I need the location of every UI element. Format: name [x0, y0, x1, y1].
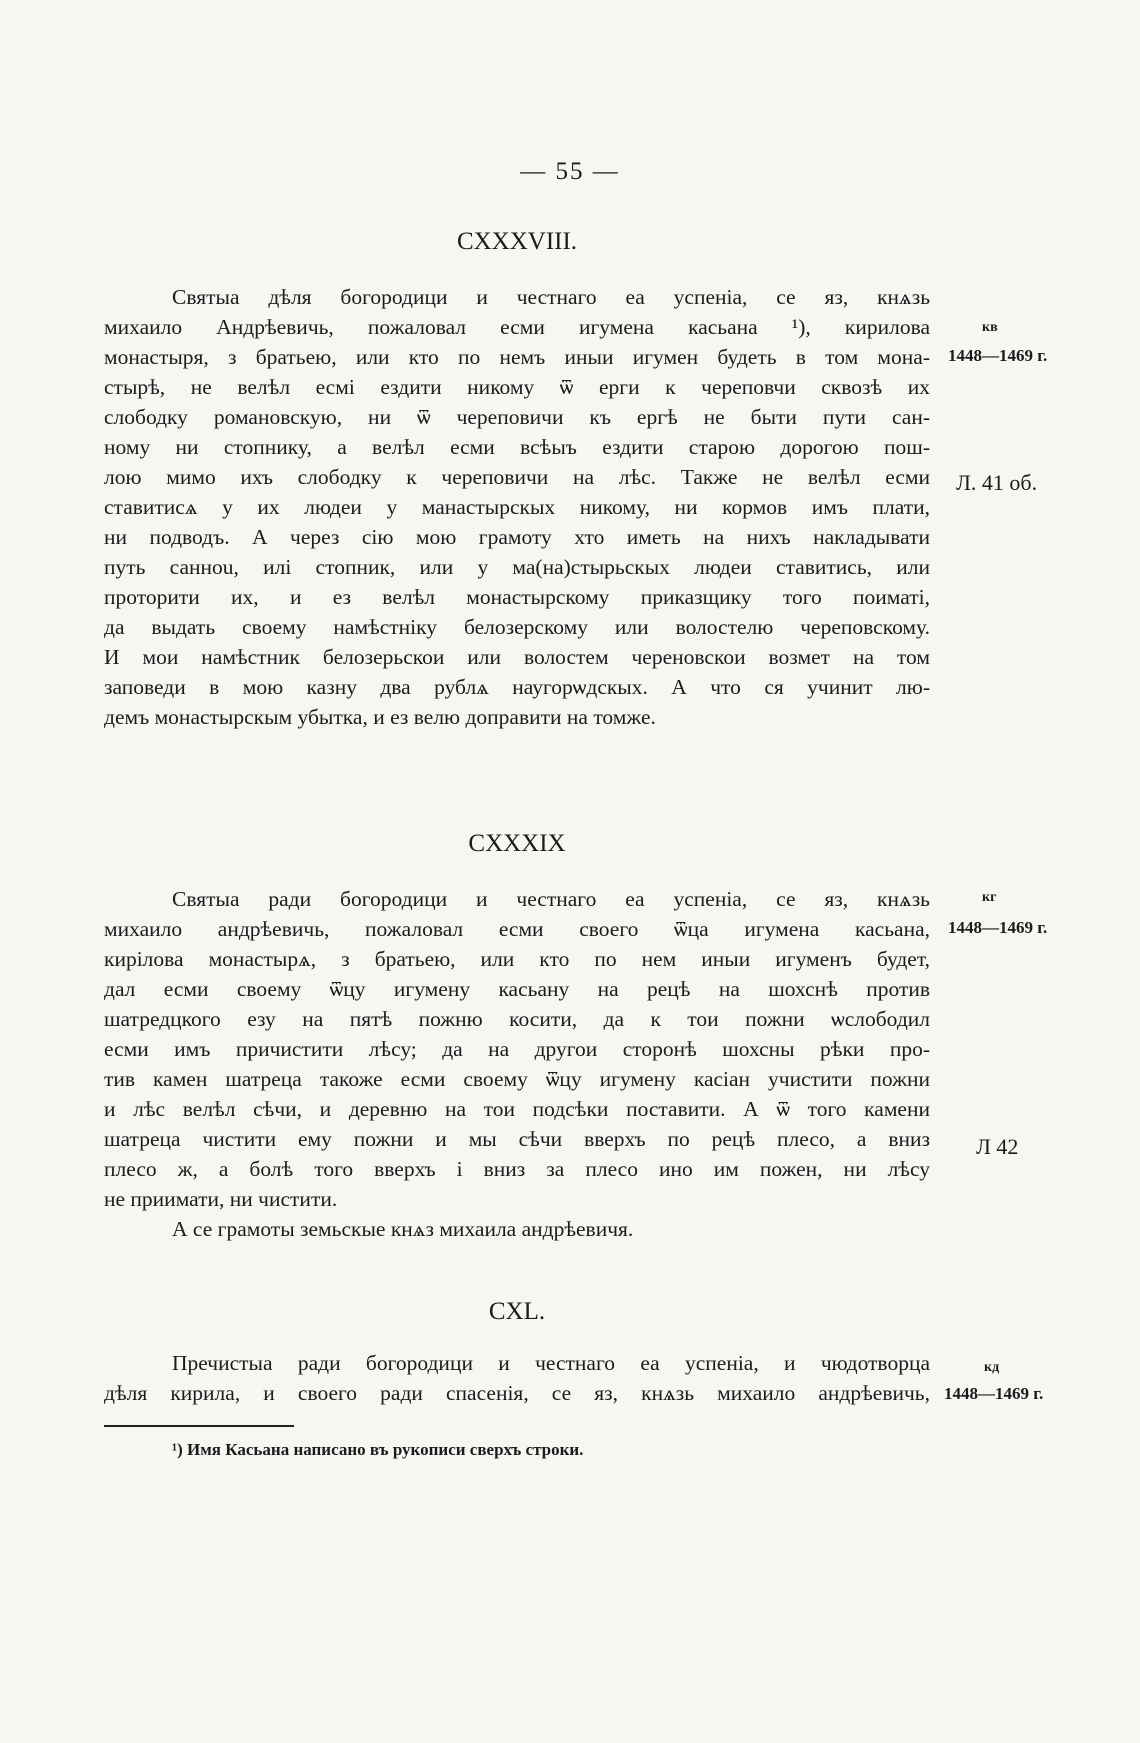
doc3-line: Пречистыа ради богородици и честнаго еа успеніа, и чюдотворца — [172, 1351, 930, 1375]
doc3-margin-number: кд — [984, 1360, 1000, 1375]
doc1-line: лою мимо ихъ слободку к череповичи на лѣс. Также не велѣл есми — [104, 465, 930, 489]
doc1-line: И мои намѣстник белозерьскои или волостем череновскои возмет на том — [104, 645, 930, 669]
doc2-line: Святыа ради богородици и честнаго еа успеніа, се яз, кнѧзь — [172, 887, 930, 911]
doc1-line: Святыа дѣля богородици и честнаго еа успеніа, се яз, кнѧзь — [172, 285, 930, 309]
doc1-line: монастыря, з братьею, или кто по немъ иныи игумен будеть в том мона- — [104, 345, 930, 369]
doc2-line: и лѣс велѣл сѣчи, и деревню на тои подсѣки поставити. А ѿ того камени — [104, 1097, 930, 1121]
page-number: — 55 — — [520, 158, 620, 185]
doc1-heading: CXXXVIII. — [456, 228, 578, 255]
doc2-line: михаило андрѣевичь, пожаловал есми своего ѿца игумена касьана, — [104, 917, 930, 941]
doc1-margin-number: кв — [982, 320, 998, 335]
doc1-line: путь санноu, илі стопник, или у ма(на)стырьскых людеи ставитись, или — [104, 555, 930, 579]
doc1-line: демъ монастырскым убытка, и ез велю доправити на томже. — [104, 705, 656, 729]
doc2-text — [104, 884, 930, 1244]
doc3-line: дѣля кирила, и своего ради спасенія, се яз, кнѧзь михаило андрѣевичь, — [104, 1381, 930, 1405]
doc1-line: ни подводъ. А через сію мою грамоту хто иметь на нихъ накладывати — [104, 525, 930, 549]
doc1-line: михаило Андрѣевичь, пожаловал есми игумена касьана ¹), кирилова — [104, 315, 930, 339]
doc2-margin-date: 1448—1469 г. — [948, 918, 1048, 937]
doc2-line: кирілова монастырѧ, з братьею, или кто по нем иныи игуменъ будет, — [104, 947, 930, 971]
doc3-heading: CXL. — [488, 1298, 546, 1325]
doc2-line: не приимати, ни чистити. — [104, 1187, 338, 1211]
doc3-text — [104, 1348, 930, 1408]
doc2-margin-leaf: Л 42 — [976, 1134, 1019, 1159]
doc1-line: ставитисѧ у их людеи у манастырскых никому, ни кормов имъ плати, — [104, 495, 930, 519]
doc2-line: А се грамоты земьскые кнѧз михаила андрѣевичя. — [172, 1217, 634, 1241]
footnote-rule — [104, 1425, 294, 1427]
doc2-line: шатредцкого езу на пятѣ пожню косити, да к тои пожни ѡслободил — [104, 1007, 930, 1031]
doc1-margin-date: 1448—1469 г. — [948, 346, 1048, 365]
doc1-line: слободку романовскую, ни ѿ череповичи къ ергѣ не быти пути сан- — [104, 405, 930, 429]
doc2-line: тив камен шатреца такоже есми своему ѿцу игумену касіан учистити пожни — [104, 1067, 930, 1091]
doc1-line: ному ни стопнику, а велѣл есми всѣыъ ездити старою дорогою пош- — [104, 435, 930, 459]
doc2-heading: CXXXIX — [468, 830, 566, 857]
doc2-line: есми имъ причистити лѣсу; да на другои сторонѣ шохсны рѣки про- — [104, 1037, 930, 1061]
doc2-line: плесо ж, а болѣ того вверхъ і вниз за плесо ино им пожен, ни лѣсу — [104, 1157, 930, 1181]
doc1-line: стырѣ, не велѣл есмі ездити никому ѿ ерги к череповчи сквозѣ их — [104, 375, 930, 399]
doc1-line: заповеди в мою казну два рублѧ наугорѡдскых. А что ся учинит лю- — [104, 675, 930, 699]
doc1-line: проторити их, и ез велѣл монастырскому приказщику того поиматі, — [104, 585, 930, 609]
doc2-line: шатреца чистити ему пожни и мы сѣчи вверхъ по рецѣ плесо, а вниз — [104, 1127, 930, 1151]
doc2-margin-number: кг — [982, 890, 997, 905]
doc2-line: дал есми своему ѿцу игумену касьану на рецѣ на шохснѣ против — [104, 977, 930, 1001]
doc3-margin-date: 1448—1469 г. — [944, 1384, 1044, 1403]
doc1-text — [104, 282, 930, 732]
doc1-margin-leaf: Л. 41 об. — [956, 470, 1038, 495]
doc1-line: да выдать своему намѣстніку белозерскому или волостелю череповскому. — [104, 615, 930, 639]
footnote: ¹) Имя Касьана написано въ рукописи сверхъ строки. — [172, 1440, 584, 1459]
